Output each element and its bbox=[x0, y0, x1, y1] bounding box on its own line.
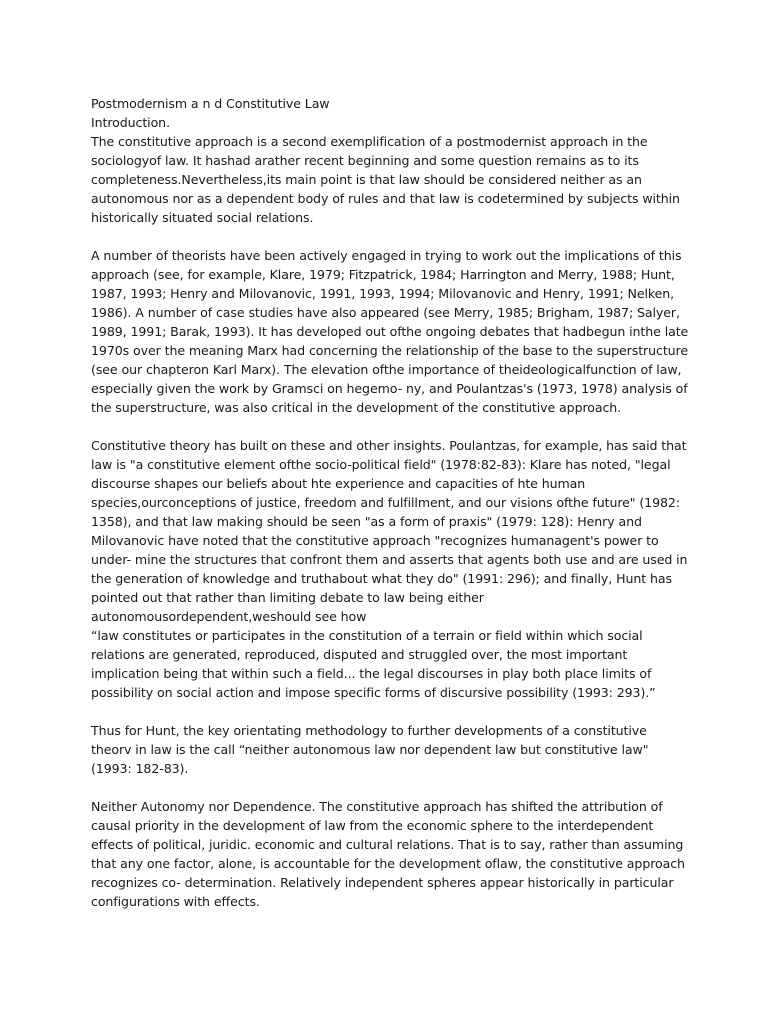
paragraph-line: the generation of knowledge and truthabout what they do" (1991: 296); and finally, Hunt has bbox=[91, 571, 672, 586]
paragraph-line: (1993: 182-83). bbox=[91, 761, 189, 776]
paragraph-line: 1986). A number of case studies have also appeared (see Merry, 1985; Brigham, 1987; Salyer, bbox=[91, 305, 680, 320]
paragraph-line: 1358), and that law making should be seen "as a form of praxis" (1979: 128): Henry and bbox=[91, 514, 642, 529]
document-title: Postmodernism a n d Constitutive Law bbox=[91, 96, 330, 111]
section-heading: Introduction. bbox=[91, 115, 170, 130]
paragraph-line: 1989, 1991; Barak, 1993). It has developed out ofthe ongoing debates that hadbegun inthe late bbox=[91, 324, 689, 339]
paragraph-line: causal priority in the development of law from the economic sphere to the interdependent bbox=[91, 818, 654, 833]
paragraph-line: autonomousordependent,weshould see how bbox=[91, 609, 367, 624]
paragraph-line: 1987, 1993; Henry and Milovanovic, 1991, 1993, 1994; Milovanovic and Henry, 1991; Nelken, bbox=[91, 286, 675, 301]
paragraph-line: that any one factor, alone, is accountable for the development oflaw, the constitutive approach bbox=[91, 856, 685, 871]
paragraph-line: law is "a constitutive element ofthe socio-political field" (1978:82-83): Klare has noted, "legal bbox=[91, 457, 671, 472]
paragraph bbox=[91, 797, 685, 911]
paragraphs-container bbox=[91, 132, 689, 911]
paragraph-line: Constitutive theory has built on these and other insights. Poulantzas, for example, has said that bbox=[91, 438, 687, 453]
paragraph bbox=[91, 246, 689, 417]
paragraph-line: recognizes co- determination. Relatively independent spheres appear historically in particular bbox=[91, 875, 674, 890]
paragraph-line: under- mine the structures that confront them and asserts that agents both use and are used in bbox=[91, 552, 688, 567]
paragraph-line: completeness.Nevertheless,its main point is that law should be considered neither as an bbox=[91, 172, 642, 187]
paragraph-line: pointed out that rather than limiting debate to law being either bbox=[91, 590, 484, 605]
paragraph-line: possibility on social action and impose specific forms of discursive possibility (1993: 293).” bbox=[91, 685, 656, 700]
paragraph-gap bbox=[91, 227, 681, 246]
paragraph-line: “law constitutes or participates in the constitution of a terrain or field within which social bbox=[91, 628, 643, 643]
paragraph-line: autonomous nor as a dependent body of rules and that law is codetermined by subjects within bbox=[91, 191, 680, 206]
paragraph-line: sociologyof law. It hashad arather recent beginning and some question remains as to its bbox=[91, 153, 639, 168]
paragraph bbox=[91, 132, 681, 227]
paragraph-line: effects of political, juridic. economic and cultural relations. That is to say, rather than assuming bbox=[91, 837, 684, 852]
paragraph-line: Thus for Hunt, the key orientating methodology to further developments of a constitutive bbox=[91, 723, 647, 738]
paragraph-line: implication being that within such a field... the legal discourses in play both place limits of bbox=[91, 666, 652, 681]
paragraph-line: The constitutive approach is a second exemplification of a postmodernist approach in the bbox=[91, 134, 648, 149]
paragraph bbox=[91, 721, 681, 778]
paragraph-line: (see our chapteron Karl Marx). The elevation ofthe importance of theideologicalfunction of law, bbox=[91, 362, 682, 377]
paragraph-line: discourse shapes our beliefs about hte experience and capacities of hte human bbox=[91, 476, 586, 491]
paragraph-line: relations are generated, reproduced, disputed and struggled over, the most important bbox=[91, 647, 628, 662]
paragraph-gap bbox=[91, 778, 681, 797]
paragraph-line: Neither Autonomy nor Dependence. The constitutive approach has shifted the attribution of bbox=[91, 799, 663, 814]
paragraph-line: the superstructure, was also critical in the development of the constitutive approach. bbox=[91, 400, 622, 415]
paragraph-line: 1970s over the meaning Marx had concerning the relationship of the base to the superstructure bbox=[91, 343, 689, 358]
paragraph-line: approach (see, for example, Klare, 1979; Fitzpatrick, 1984; Harrington and Merry, 1988; Hunt, bbox=[91, 267, 675, 282]
paragraph-gap bbox=[91, 702, 681, 721]
paragraph-line: configurations with effects. bbox=[91, 894, 260, 909]
paragraph bbox=[91, 436, 688, 702]
paragraph-line: A number of theorists have been actively engaged in trying to work out the implications of this bbox=[91, 248, 682, 263]
paragraph-line: historically situated social relations. bbox=[91, 210, 314, 225]
paragraph-gap bbox=[91, 417, 681, 436]
paragraph-line: species,ourconceptions of justice, freedom and fulfillment, and our visions ofthe future" (1982: bbox=[91, 495, 680, 510]
paragraph-line: Milovanovic have noted that the constitutive approach "recognizes humanagent's power to bbox=[91, 533, 659, 548]
paragraph-line: theorv in law is the call “neither autonomous law nor dependent law but constitutive law" bbox=[91, 742, 649, 757]
document-body bbox=[91, 94, 689, 911]
paragraph-line: especially given the work by Gramsci on hegemo- ny, and Poulantzas's (1973, 1978) analysis of bbox=[91, 381, 688, 396]
